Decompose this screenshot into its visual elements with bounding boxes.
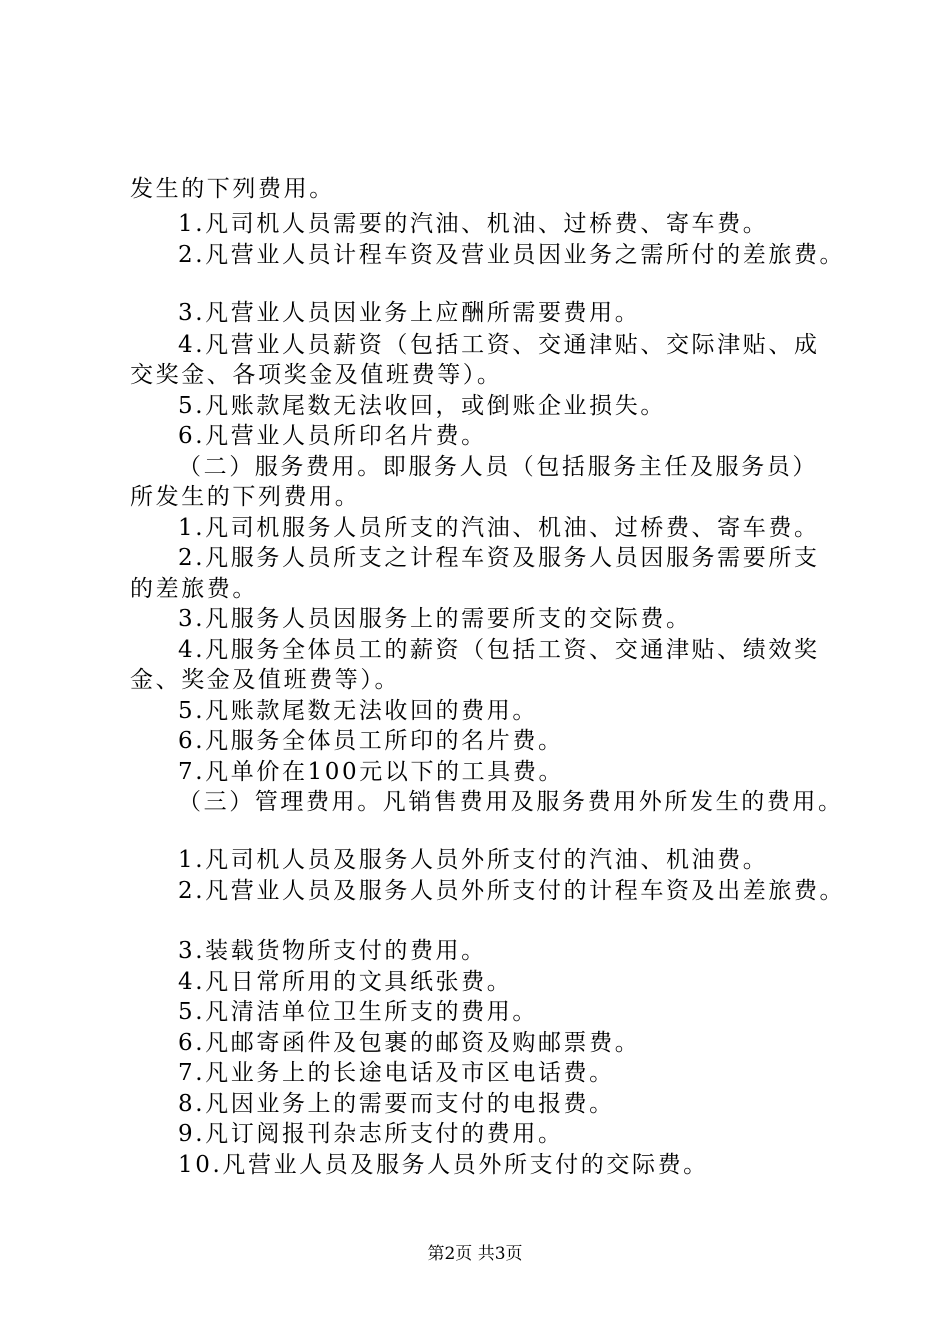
text-line: 1.凡司机人员及服务人员外所支付的汽油、机油费。 [178, 847, 769, 873]
text-line: 7.凡单价在100元以下的工具费。 [178, 759, 565, 785]
text-line: 6.凡营业人员所印名片费。 [178, 423, 487, 449]
text-line: 发生的下列费用。 [130, 176, 335, 202]
text-line: 3.凡服务人员因服务上的需要所支的交际费。 [178, 606, 692, 632]
text-line: 5.凡清洁单位卫生所支的费用。 [178, 999, 538, 1025]
text-line: 所发生的下列费用。 [130, 484, 361, 510]
section-heading: （三）管理费用。凡销售费用及服务费用外所发生的费用。 [178, 789, 844, 815]
text-line: 5.凡账款尾数无法收回，或倒账企业损失。 [178, 393, 666, 419]
text-line: 4.凡服务全体员工的薪资（包括工资、交通津贴、绩效奖 [178, 637, 820, 663]
text-line: 的差旅费。 [130, 576, 258, 602]
text-line: 6.凡服务全体员工所印的名片费。 [178, 728, 564, 754]
section-heading: （二）服务费用。即服务人员（包括服务主任及服务员） [178, 454, 818, 480]
text-line: 金、奖金及值班费等）。 [130, 667, 401, 693]
text-line: 4.凡日常所用的文具纸张费。 [178, 969, 513, 995]
text-line: 2.凡营业人员及服务人员外所支付的计程车资及出差旅费。 [178, 878, 846, 904]
text-line: 9.凡订阅报刊杂志所支付的费用。 [178, 1121, 564, 1147]
text-line: 8.凡因业务上的需要而支付的电报费。 [178, 1091, 615, 1117]
text-line: 10.凡营业人员及服务人员外所支付的交际费。 [178, 1152, 709, 1178]
text-line: 3.凡营业人员因业务上应酬所需要费用。 [178, 300, 641, 326]
text-line: 4.凡营业人员薪资（包括工资、交通津贴、交际津贴、成 [178, 332, 820, 358]
text-line: 7.凡业务上的长途电话及市区电话费。 [178, 1060, 615, 1086]
text-line: 3.装载货物所支付的费用。 [178, 938, 487, 964]
text-line: 2.凡营业人员计程车资及营业员因业务之需所付的差旅费。 [178, 242, 846, 268]
text-line: 2.凡服务人员所支之计程车资及服务人员因服务需要所支 [178, 545, 820, 571]
text-line: 1.凡司机人员需要的汽油、机油、过桥费、寄车费。 [178, 211, 769, 237]
text-line: 5.凡账款尾数无法收回的费用。 [178, 698, 538, 724]
text-line: 1.凡司机服务人员所支的汽油、机油、过桥费、寄车费。 [178, 515, 820, 541]
text-line: 交奖金、各项奖金及值班费等）。 [130, 362, 503, 388]
page-number-footer: 第2页 共3页 [427, 1244, 523, 1264]
text-line: 6.凡邮寄函件及包裹的邮资及购邮票费。 [178, 1030, 641, 1056]
